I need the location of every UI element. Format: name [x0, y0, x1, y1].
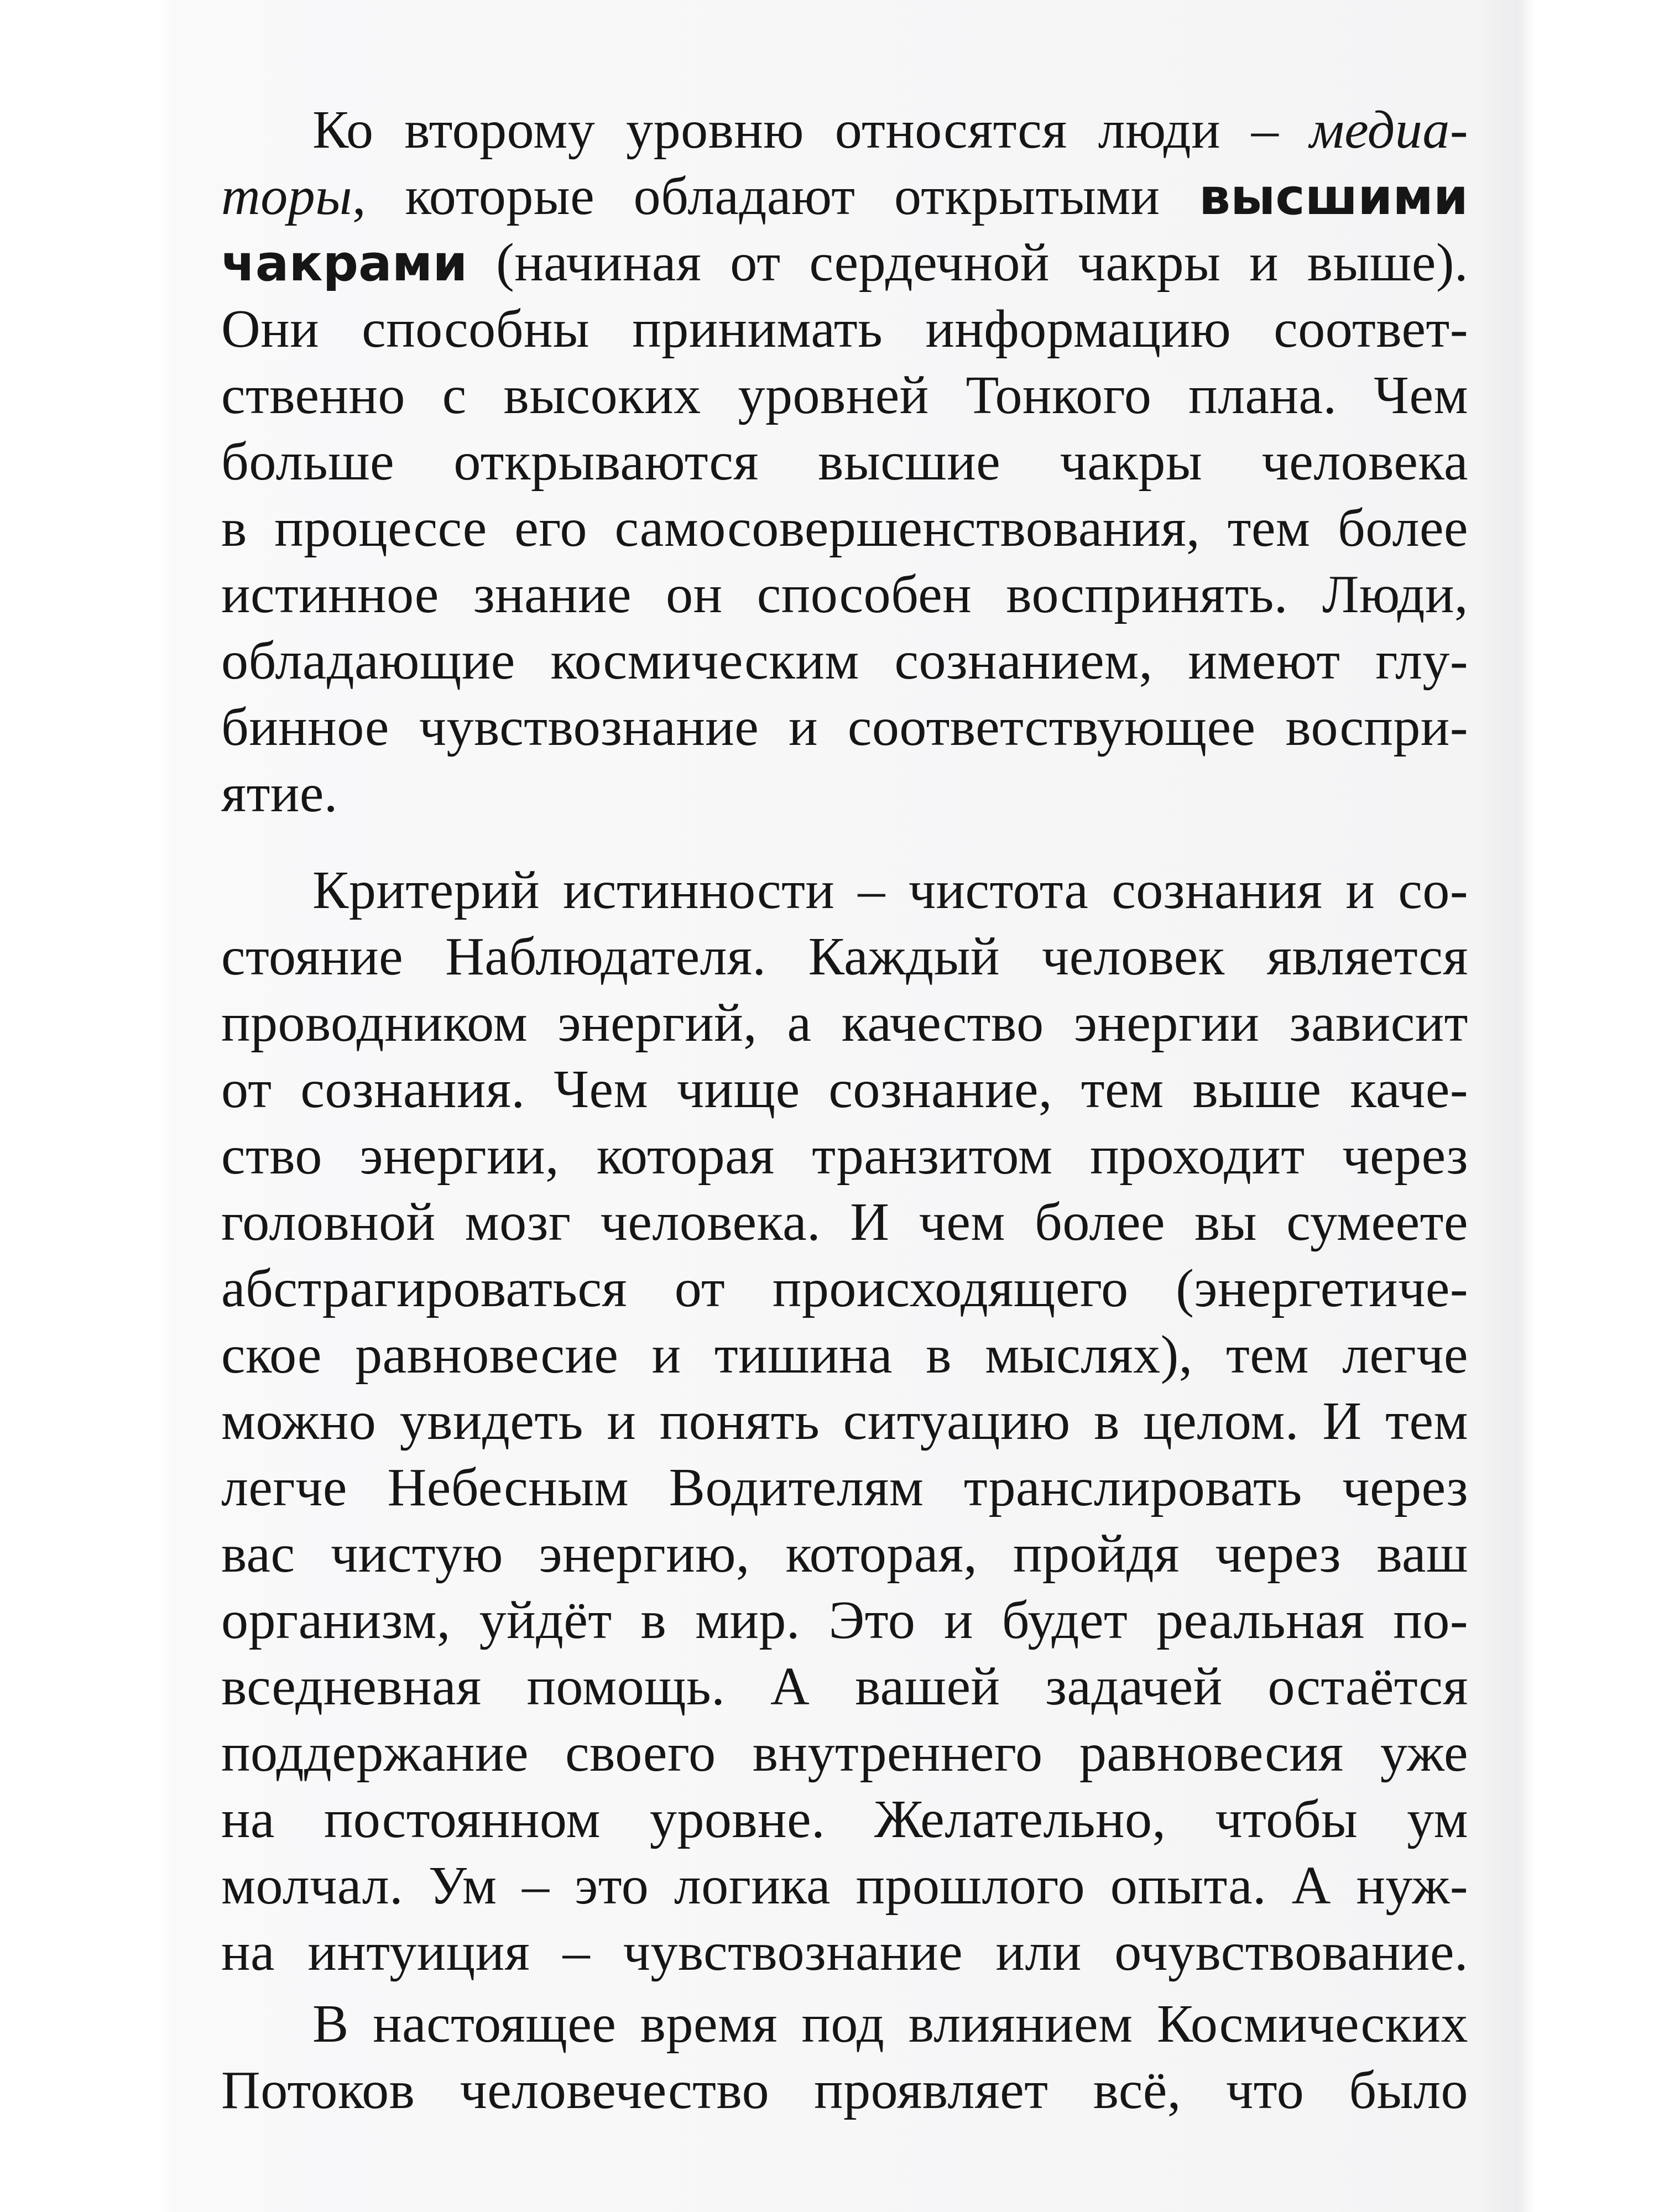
text-line: от сознания. Чем чище сознание, тем выше каче- — [221, 1060, 1468, 1119]
paragraph-gap — [221, 827, 1468, 857]
text-line: организм, уйдёт в мир. Это и будет реальная по- — [221, 1590, 1468, 1650]
text-line: Потоков человечество проявляет всё, что было — [221, 2060, 1468, 2120]
text-line: поддержание своего внутреннего равновесия уже — [221, 1723, 1468, 1783]
page-text — [221, 97, 1468, 2124]
text-line: молчал. Ум – это логика прошлого опыта. А нуж- — [221, 1856, 1468, 1916]
text-line: бинное чувствознание и соответствующее воспри- — [221, 697, 1468, 757]
text-line: вас чистую энергию, которая, пройдя через ваш — [221, 1524, 1468, 1584]
text-line: больше открываются высшие чакры человека — [221, 432, 1468, 492]
text-line: на интуиция – чувствознание или очувствование. — [221, 1922, 1468, 1982]
text-line: Ко второму уровню относятся люди – медиа- — [312, 100, 1468, 160]
text-line: вседневная помощь. А вашей задачей остаётся — [221, 1657, 1468, 1717]
text-line: абстрагироваться от происходящего (энергетиче- — [221, 1259, 1468, 1318]
text-line: ятие. — [221, 764, 338, 823]
text-line: Критерий истинности – чистота сознания и со- — [312, 860, 1468, 920]
text-line: истинное знание он способен воспринять. Люди, — [221, 565, 1468, 624]
paragraph-3 — [221, 1991, 1468, 2124]
text-line: В настоящее время под влиянием Космических — [312, 1994, 1468, 2054]
text-line: можно увидеть и понять ситуацию в целом. И тем — [221, 1391, 1468, 1451]
text-line: проводником энергий, а качество энергии зависит — [221, 993, 1468, 1053]
text-line: Они способны принимать информацию соответ- — [221, 299, 1468, 359]
text-line: ское равновесие и тишина в мыслях), тем легче — [221, 1325, 1468, 1385]
text-line: стояние Наблюдателя. Каждый человек является — [221, 927, 1468, 987]
text-line: в процессе его самосовершенствования, тем более — [221, 498, 1468, 558]
text-line: головной мозг человека. И чем более вы сумеете — [221, 1192, 1468, 1252]
text-line: торы, которые обладают открытыми высшими — [221, 166, 1468, 226]
paragraph-2 — [221, 857, 1468, 1985]
paragraph-gap — [221, 1985, 1468, 1991]
paragraph-1 — [221, 97, 1468, 827]
text-line: легче Небесным Водителям транслировать через — [221, 1458, 1468, 1517]
text-line: ственно с высоких уровней Тонкого плана. Чем — [221, 366, 1468, 425]
text-line: обладающие космическим сознанием, имеют глу- — [221, 631, 1468, 691]
text-line: ство энергии, которая транзитом проходит через — [221, 1126, 1468, 1186]
text-line: чакрами (начиная от сердечной чакры и выше). — [221, 233, 1468, 293]
text-line: на постоянном уровне. Желательно, чтобы ум — [221, 1790, 1468, 1849]
